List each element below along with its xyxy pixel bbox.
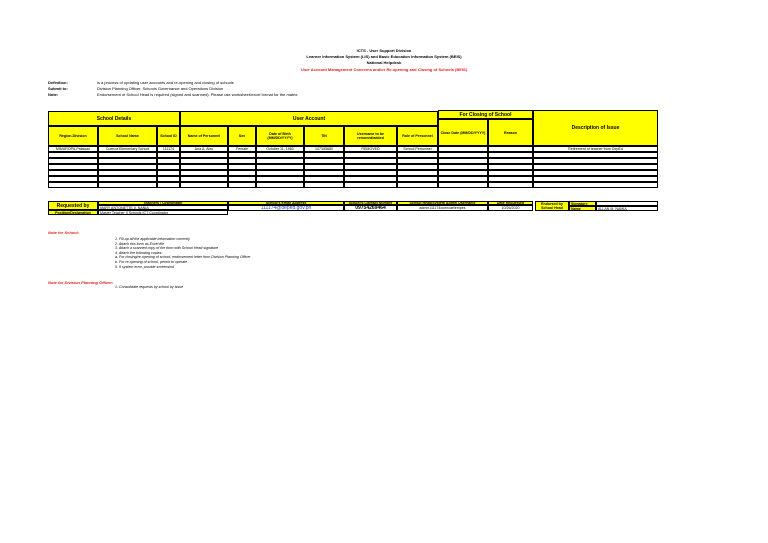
empty-cell[interactable]	[256, 182, 304, 188]
cell-tin: 107355680	[304, 146, 344, 152]
cell-region: MIMAROPA-Palawan	[48, 146, 98, 152]
endorser-name: ALLAN M. NAMIA	[596, 206, 658, 211]
col-reason: Reason	[488, 119, 533, 146]
name-label: Name	[569, 206, 596, 211]
signature-label: Signature	[569, 201, 596, 206]
cell-personnel: Ana A. Abio	[180, 146, 228, 152]
cell-username: REMOVED	[344, 146, 397, 152]
col-tin: TIN	[304, 126, 344, 146]
empty-cell[interactable]	[157, 182, 180, 188]
school-note-item: 4. Attach the following copies:	[115, 250, 163, 255]
school-note-item: 3. Attach a scanned copy of the form with School Head signature	[115, 246, 219, 251]
col-region: Region-Division	[48, 126, 98, 146]
school-note-item: a. For closing/re-opening of school, endorsement letter from Division Planning Officer	[115, 255, 251, 260]
group-header-description: Description of Issue	[533, 110, 658, 146]
cell-school-name: Cuenca Elementary School	[98, 146, 157, 152]
title-line-3: National Helpdesk	[366, 60, 402, 65]
empty-cell[interactable]	[180, 182, 228, 188]
school-note-item: 2. Attach this form as Excel file	[115, 241, 164, 246]
account-header: School Head/System Admin Username	[397, 201, 488, 205]
email-header: School's Email Address	[228, 201, 344, 205]
empty-cell[interactable]	[488, 182, 533, 188]
school-note-item: 5. If system error, provide screenshot	[115, 264, 175, 269]
submit-to-value: Division Planning Officer, Schools Governance and Operations Division	[97, 86, 224, 91]
position-label: Position/Designation	[48, 210, 98, 215]
cell-school-id: 111174	[157, 146, 180, 152]
col-dob: Date of Birth (MM/DD/YYYY)	[256, 126, 304, 146]
col-sex: Sex	[228, 126, 256, 146]
empty-cell[interactable]	[98, 182, 157, 188]
definition-value: is a process of updating user accounts and re-opening and closing of schools	[97, 80, 234, 85]
endorsed-label: Endorsed by School Head	[535, 201, 569, 211]
empty-cell[interactable]	[397, 182, 438, 188]
group-header-user-account: User Account	[180, 111, 438, 126]
contact-value: 09754269464	[344, 205, 397, 211]
empty-cell[interactable]	[344, 182, 397, 188]
email-value[interactable]: 111174@deped.gov.ph	[228, 205, 344, 211]
account-value: admin111174cuencaelempes	[397, 205, 488, 211]
col-school-name: School Name	[98, 126, 157, 146]
col-personnel: Name of Personnel	[180, 126, 228, 146]
empty-cell[interactable]	[48, 182, 98, 188]
empty-cell[interactable]	[533, 182, 658, 188]
group-header-closing: For Closing of School	[438, 110, 533, 119]
coordinator-header: Teachers / Coordinator	[98, 201, 228, 205]
school-note-item: b. For re-opening of school, permit to operate	[115, 260, 188, 264]
note-division-heading: Note for Division Planning Officer:	[48, 280, 114, 285]
empty-cell[interactable]	[438, 182, 488, 188]
col-close-date: Close Date (MM/DD/YYYY)	[438, 119, 488, 146]
requested-by-label: Requested by	[48, 201, 98, 210]
group-header-school-details: School Details	[48, 111, 180, 126]
contact-header: School's Contact Number	[344, 201, 397, 205]
title-line-1: ICTS - User Support Division	[356, 48, 412, 53]
requester-position: Master Teacher II Schools ICT Coordinator	[98, 210, 228, 215]
division-note-item: 1. Consolidate requests by school by issue	[115, 285, 184, 289]
col-school-id: School ID	[157, 126, 180, 146]
col-role: Role of Personnel	[397, 126, 438, 146]
cell-sex: Female	[228, 146, 256, 152]
submit-to-label: Submit to:	[48, 86, 68, 91]
date-header: Date Requested	[488, 201, 533, 205]
col-username: Username to be removed/added	[344, 126, 397, 146]
note-school-heading: Note for School:	[48, 230, 80, 235]
date-value: 10/26/2020	[488, 205, 533, 211]
definition-label: Definition:	[48, 80, 68, 85]
note-label: Note:	[48, 92, 59, 97]
title-line-2: Learner Information System (LIS) and Basic Education Information System (BEIS)	[306, 54, 462, 59]
school-note-item: 1. Fill-up all the applicable information correctly	[115, 237, 190, 241]
note-value: Endorsement of School Head is required (signed and scanned). Please use worksheet/excel format for the matrix.	[97, 92, 299, 97]
title-line-4: User Account Management Concerns and/or Re-opening and Closing of Schools (BEIS)	[300, 67, 468, 72]
cell-dob: October 11, 1960	[256, 146, 304, 152]
requester-name: MARY ANTONETTE V. NANIA	[98, 205, 228, 210]
cell-description: Retirement of teacher from DepEd	[533, 146, 658, 152]
empty-cell[interactable]	[228, 182, 256, 188]
empty-cell[interactable]	[304, 182, 344, 188]
cell-role: School Personnel	[397, 146, 438, 152]
